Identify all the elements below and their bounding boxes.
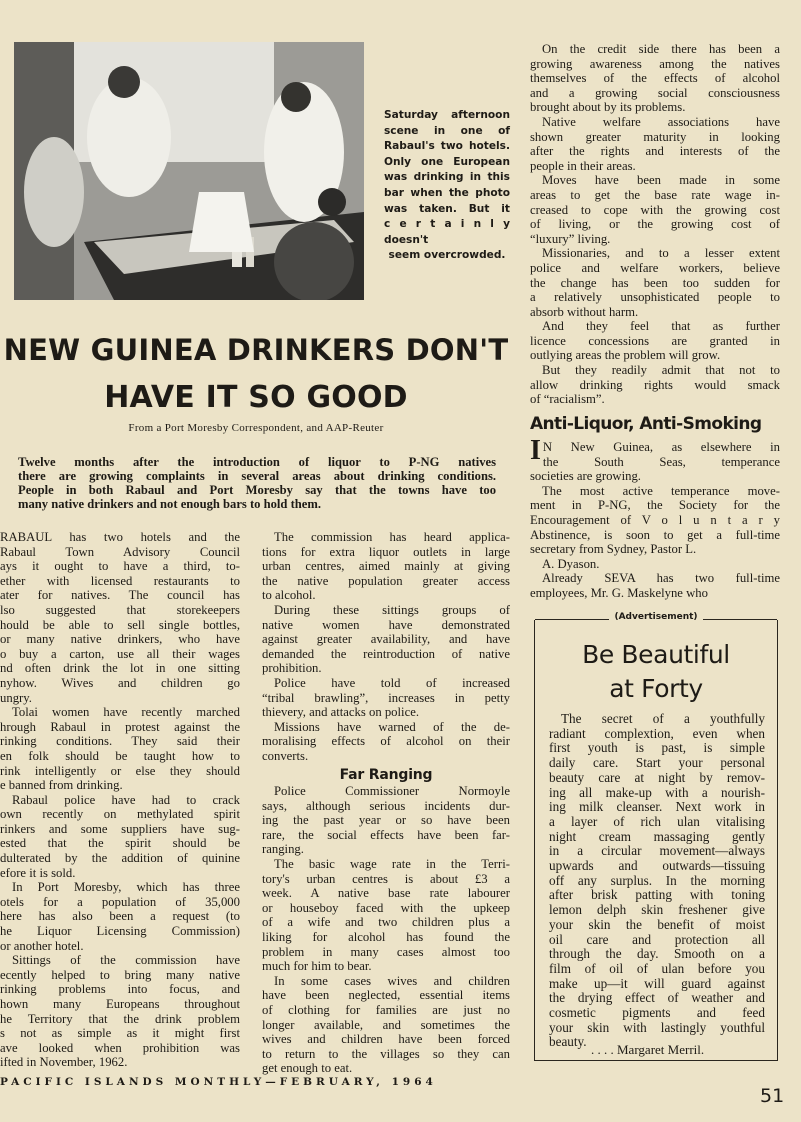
text-line: moralising effects of alcohol on their xyxy=(262,734,510,749)
text-line: ungry. xyxy=(0,690,32,705)
text-line: to alcohol. xyxy=(262,588,316,603)
text-line: problem in many cases almost too xyxy=(262,944,510,959)
text-line: of clothing for families are just no xyxy=(262,1003,510,1017)
text-line: the change has been too sudden for xyxy=(530,275,780,290)
ad-text-line: your skin the benefit of moist xyxy=(549,917,765,932)
text-line: after the rights and interests of the xyxy=(530,144,780,159)
ad-title-line-2: at Forty xyxy=(609,674,703,703)
text-line: rink intelligently or else they should xyxy=(0,763,240,778)
text-line: On the credit side there has been a xyxy=(542,42,780,56)
text-line: Encouragement of V o l u n t a r y xyxy=(530,512,780,527)
text-line: hould be able to sell single bottles, xyxy=(0,617,240,632)
ad-text-line: film of oil of ulan before you xyxy=(549,961,765,976)
text-line: Rabaul Town Advisory Council xyxy=(0,544,240,559)
text-line: against greater availability, and have xyxy=(262,632,510,647)
ad-text-line: through the day. Smooth on a xyxy=(549,947,765,962)
text-line: efore it is sold. xyxy=(0,865,76,880)
text-line: Rabaul police have had to crack xyxy=(12,792,240,807)
ad-text-line: off any surplus. In the morning xyxy=(549,873,765,888)
text-line: have been neglected, essential items xyxy=(262,988,510,1003)
text-line: s not as simple as it might first xyxy=(0,1026,240,1041)
article-column-2 xyxy=(262,530,510,1076)
text-line: ays it ought to have a third, to- xyxy=(0,559,240,574)
drop-cap: I xyxy=(530,435,541,466)
text-line: creased to cope with the growing cost xyxy=(530,202,780,217)
ad-text-line: radiant complextion, even when xyxy=(549,726,765,741)
article-column-4 xyxy=(530,435,780,601)
text-line: “luxury” living. xyxy=(530,231,611,246)
advertisement-box xyxy=(534,612,778,1061)
caption-line: Rabaul's two hotels. xyxy=(384,140,510,153)
headline xyxy=(0,326,512,422)
text-line: prohibition. xyxy=(262,661,322,676)
intro-line: many native drinkers and not enough bars to hold them. xyxy=(18,497,321,511)
ad-text-line: beauty. xyxy=(549,1035,587,1050)
text-line: employees, Mr. G. Maskelyne who xyxy=(530,585,708,600)
text-line: Tolai women have recently marched xyxy=(12,705,240,720)
text-line: And they feel that as further xyxy=(542,319,780,334)
text-line: rinking conditions. They said their xyxy=(0,734,240,749)
text-line: en folk should be taught how to xyxy=(0,748,240,763)
text-line: native women have demonstrated xyxy=(262,617,510,632)
caption-line: was taken. But it xyxy=(384,202,510,215)
text-line: wives and children have been forced xyxy=(262,1032,510,1047)
caption-line: was drinking in this xyxy=(384,171,510,184)
text-line: Missionaries, and to a lesser extent xyxy=(542,246,780,261)
text-line: Missions have warned of the de- xyxy=(274,719,510,734)
ad-signature: . . . . Margaret Merril. xyxy=(591,1042,705,1057)
text-line: outlying areas the problem will grow. xyxy=(530,348,721,363)
text-line: he Liquor Licensing Commission) xyxy=(0,924,240,939)
text-line: otels for a population of 35,000 xyxy=(0,894,240,909)
text-line: and a growing social consciousness xyxy=(530,85,780,100)
text-line: ing the past year or so have been xyxy=(262,813,510,828)
text-line: secretary from Sydney, Pastor L. xyxy=(530,542,697,557)
text-line: or houseboy faced with the upkeep xyxy=(262,900,510,915)
text-line: N New Guinea, as elsewhere in xyxy=(542,440,780,454)
ad-text-line: first youth is past, is simple xyxy=(549,741,765,756)
text-line: demanded the reintroduction of native xyxy=(262,646,510,661)
text-line: ether with licensed restaurants to xyxy=(0,573,240,588)
text-line: nd often drink the lot in one sitting xyxy=(0,661,240,676)
text-line: nyhow. Wives and children go xyxy=(0,675,240,690)
text-line: During these sittings groups of xyxy=(274,602,510,617)
text-line: licence concessions are granted in xyxy=(530,333,780,348)
text-line: dulterated by the addition of quinine xyxy=(0,851,240,866)
text-line: Police have told of increased xyxy=(274,675,510,690)
text-line: shown greater maturity in looking xyxy=(530,129,780,144)
page-number: 51 xyxy=(760,1085,785,1107)
text-line: of a wife and two children plus a xyxy=(262,915,510,930)
headline-line-1: NEW GUINEA DRINKERS DON'T xyxy=(3,333,509,367)
text-line: or many native drinkers, who have xyxy=(0,632,240,647)
text-line: tory's urban centres is about £3 a xyxy=(262,871,510,886)
text-line: get enough to eat. xyxy=(262,1061,353,1076)
text-line: liking for alcohol has found the xyxy=(262,930,510,945)
ad-text-line: ing milk cleanser. Next work in xyxy=(549,800,765,815)
text-line: lso suggested that storekeepers xyxy=(0,602,240,617)
ad-text-line: daily care. Start your personal xyxy=(549,756,765,771)
text-line: thievery, and attacks on police. xyxy=(262,705,420,720)
ad-text-line: make up—it will guard against xyxy=(549,976,765,991)
text-line: rinking problems into focus, and xyxy=(0,982,240,997)
text-line: the native population greater access xyxy=(262,573,510,588)
caption-line: c e r t a i n l y doesn't xyxy=(384,218,510,246)
text-line: brought about by its problems. xyxy=(530,100,686,115)
ad-title xyxy=(535,638,777,706)
text-line: A. Dyason. xyxy=(542,556,600,571)
article-column-1 xyxy=(0,530,240,1070)
text-line: RABAUL has two hotels and the xyxy=(0,530,240,544)
text-line: longer available, and sometimes the xyxy=(262,1017,510,1032)
text-line: absorb without harm. xyxy=(530,304,639,319)
text-line: allow drinking rights would smack xyxy=(530,377,780,392)
text-line: Police Commissioner Normoyle xyxy=(274,784,510,799)
ad-text-line: upwards and outwards—tissuing xyxy=(549,859,765,874)
text-line: of “racialism”. xyxy=(530,392,605,407)
article-column-3 xyxy=(530,42,780,407)
caption-line: seem overcrowded. xyxy=(388,249,506,262)
text-line: In some cases wives and children xyxy=(274,973,510,988)
text-line: he Territory that the drink problem xyxy=(0,1011,240,1026)
text-line: o buy a carton, use all their wages xyxy=(0,646,240,661)
text-line: Moves have been made in some xyxy=(542,173,780,188)
text-line: tions for extra liquor outlets in large xyxy=(262,544,510,559)
text-line: ranging. xyxy=(262,842,304,857)
text-line: converts. xyxy=(262,748,309,763)
text-line: Abstinence, is soon to get a full-time xyxy=(530,527,780,542)
text-line: to return to the villages so they can xyxy=(262,1046,510,1061)
text-line: hrough Rabaul in protest against the xyxy=(0,719,240,734)
text-line: hown many Europeans throughout xyxy=(0,997,240,1011)
text-line: But they readily admit that not to xyxy=(542,363,780,378)
caption-line: scene in one of xyxy=(384,124,510,137)
ad-text-line: in a circular movement—always xyxy=(549,844,765,859)
photo-caption xyxy=(384,108,510,264)
text-line: Sittings of the commission have xyxy=(12,953,240,968)
caption-line: Only one European xyxy=(384,155,510,168)
ad-body xyxy=(549,712,765,1050)
headline-line-2: HAVE IT SO GOOD xyxy=(104,380,408,415)
text-line: week. A native base rate labourer xyxy=(262,886,510,901)
text-line: own recently on methylated spirit xyxy=(0,807,240,822)
text-line: police and welfare workers, believe xyxy=(530,260,780,275)
text-line: urban centres, aimed mainly at giving xyxy=(262,559,510,574)
intro-line: there are growing complaints in several areas about drinking conditions. xyxy=(18,469,496,483)
caption-line: bar when the photo xyxy=(384,186,510,199)
text-line: ifted in November, 1962. xyxy=(0,1055,128,1070)
caption-line: Saturday afternoon xyxy=(384,109,510,121)
ad-text-line: oil care and protection all xyxy=(549,932,765,947)
text-line: people in their areas. xyxy=(530,158,636,173)
ad-text-line: the drying effect of weather and xyxy=(549,991,765,1006)
ad-text-line: your skin with lastingly youthful xyxy=(549,1020,765,1035)
ad-text-line: a layer of rich ulan vitalising xyxy=(549,814,765,829)
text-line: societies are growing. xyxy=(530,469,641,484)
page-footer: PACIFIC ISLANDS MONTHLY—FEBRUARY, 1964 xyxy=(0,1076,437,1088)
ad-text-line: lemon delph skin freshener give xyxy=(549,903,765,918)
intro-paragraph xyxy=(18,455,496,511)
text-line: the South Seas, temperance xyxy=(542,454,780,469)
ad-text-line: beauty care at night by remov- xyxy=(549,770,765,785)
subhead-anti-liquor: Anti-Liquor, Anti-Smoking xyxy=(530,414,762,434)
text-line: much for him to bear. xyxy=(262,959,372,974)
ad-text-line: night cream massaging gently xyxy=(549,829,765,844)
text-line: of living, or the growing cost of xyxy=(530,217,780,232)
text-line: rinkers and some suppliers have sug- xyxy=(0,821,240,836)
text-line: ater for natives. The council has xyxy=(0,588,240,603)
intro-line: Twelve months after the introduction of liquor to P-NG natives xyxy=(18,455,496,469)
text-line: “tribal brawling”, increases in petty xyxy=(262,690,510,705)
text-line: The commission has heard applica- xyxy=(274,530,510,544)
text-line: or another hotel. xyxy=(0,938,84,953)
text-line: ment in P-NG, the Society for the xyxy=(530,498,780,513)
text-line: The most active temperance move- xyxy=(542,483,780,498)
ad-text-line: after brisk patting with toning xyxy=(549,888,765,903)
intro-line: People in both Rabaul and Port Moresby say that the towns have too xyxy=(18,483,496,497)
text-line: Already SEVA has two full-time xyxy=(542,571,780,586)
text-line: ecently helped to bring many native xyxy=(0,967,240,982)
ad-text-line: cosmetic pigments and feed xyxy=(549,1006,765,1021)
ad-text-line: The secret of a youthfully xyxy=(561,712,765,726)
subhead-far-ranging: Far Ranging xyxy=(339,767,433,783)
ad-label: (Advertisement) xyxy=(535,612,777,622)
text-line: rare, the social effects have been far- xyxy=(262,827,510,842)
byline: From a Port Moresby Correspondent, and AAP-Reuter xyxy=(128,422,384,434)
text-line: ave looked when prohibition was xyxy=(0,1040,240,1055)
text-line: a relatively unsophisticated people to xyxy=(530,290,780,305)
ad-title-line-1: Be Beautiful xyxy=(582,640,730,669)
bar-photo xyxy=(14,42,364,300)
text-line: here has also been a request (to xyxy=(0,909,240,924)
text-line: growing awareness among the natives xyxy=(530,56,780,71)
text-line: ested that the spirit should be xyxy=(0,836,240,851)
text-line: The basic wage rate in the Terri- xyxy=(274,857,510,872)
text-line: says, although serious incidents dur- xyxy=(262,798,510,813)
ad-text-line: ing all make-up with a nourish- xyxy=(549,785,765,800)
text-line: In Port Moresby, which has three xyxy=(12,880,240,895)
text-line: areas to get the base rate wage in- xyxy=(530,187,780,202)
text-line: Native welfare associations have xyxy=(542,114,780,129)
text-line: themselves of the effects of alcohol xyxy=(530,71,780,86)
text-line: e banned from drinking. xyxy=(0,778,123,793)
